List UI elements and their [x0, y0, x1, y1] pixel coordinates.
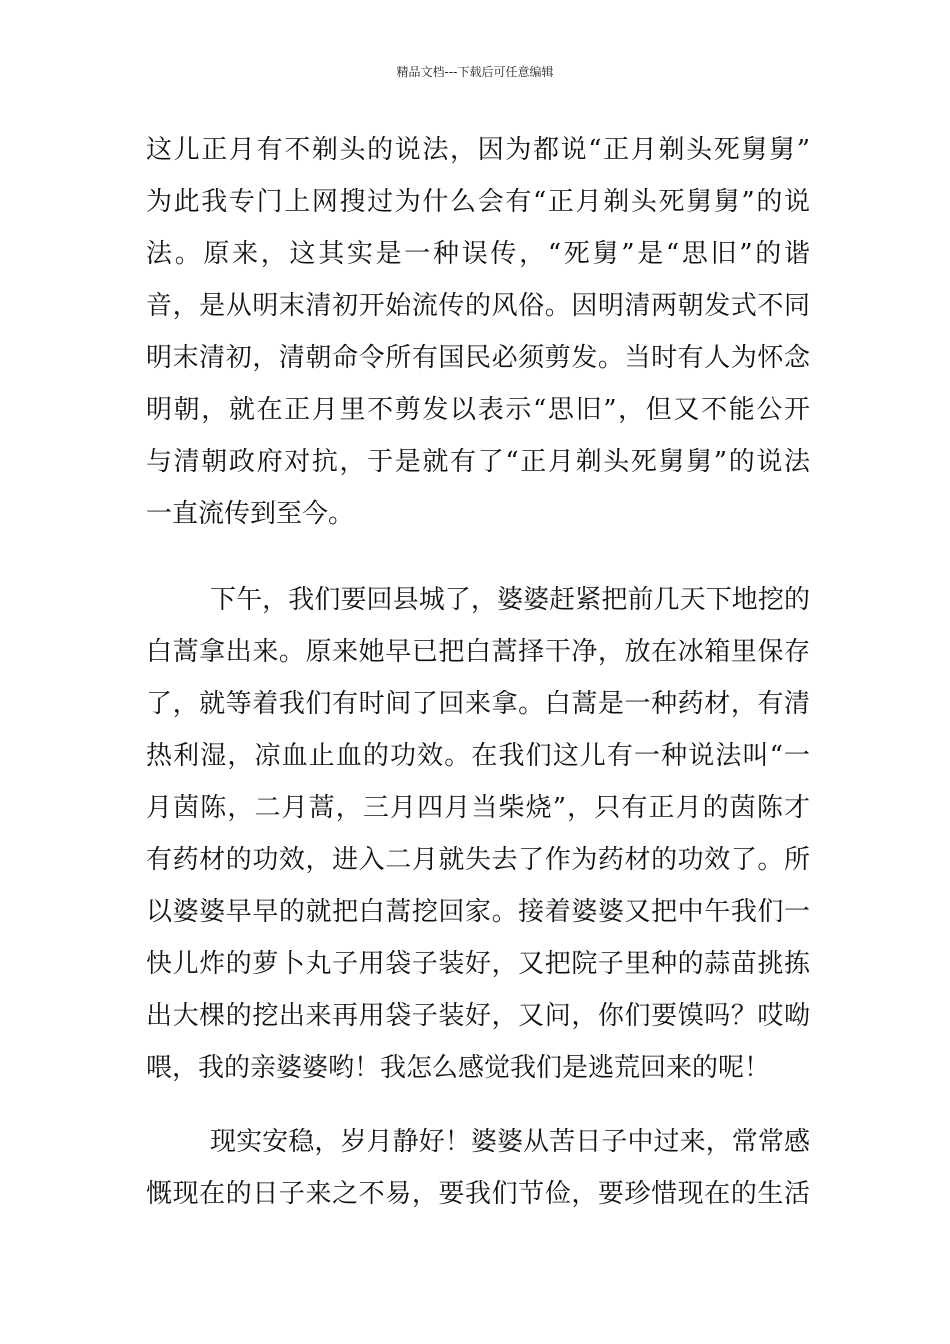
paragraph-line: 喂，我的亲婆婆哟！我怎么感觉我们是逃荒回来的呢！	[146, 1053, 771, 1083]
paragraph-line: 热利湿，凉血止血的功效。在我们这儿有一种说法叫“一	[146, 741, 810, 771]
paragraph-2	[146, 574, 810, 1094]
paragraph-line: 现实安稳，岁月静好！婆婆从苦日子中过来，常常感	[210, 1127, 810, 1157]
paragraph-line: 明末清初，清朝命令所有国民必须剪发。当时有人为怀念	[146, 343, 810, 373]
paragraph-line: 出大棵的挖出来再用袋子装好，又问，你们要馍吗？哎呦	[146, 1001, 810, 1031]
page-header: 精品文档---下载后可任意编辑	[396, 65, 554, 79]
paragraph-line: 与清朝政府对抗，于是就有了“正月剃头死舅舅”的说法	[146, 447, 810, 477]
paragraph-line: 月茵陈，二月蒿，三月四月当柴烧”，只有正月的茵陈才	[146, 793, 810, 823]
paragraph-line: 下午，我们要回县城了，婆婆赶紧把前几天下地挖的	[210, 585, 810, 615]
paragraph-line: 了，就等着我们有时间了回来拿。白蒿是一种药材，有清	[146, 689, 810, 719]
paragraph-line: 明朝，就在正月里不剪发以表示“思旧”，但又不能公开	[146, 395, 810, 425]
paragraph-line: 慨现在的日子来之不易，要我们节俭，要珍惜现在的生活	[146, 1179, 810, 1209]
paragraph-line: 这儿正月有不剃头的说法，因为都说“正月剃头死舅舅”	[146, 135, 810, 165]
paragraph-line: 白蒿拿出来。原来她早已把白蒿择干净，放在冰箱里保存	[146, 637, 810, 667]
paragraph-line: 法。原来，这其实是一种误传，“死舅”是“思旧”的谐	[146, 239, 810, 269]
paragraph-line: 有药材的功效，进入二月就失去了作为药材的功效了。所	[146, 845, 810, 875]
paragraph-line: 音，是从明末清初开始流传的风俗。因明清两朝发式不同	[146, 291, 810, 321]
paragraph-line: 快儿炸的萝卜丸子用袋子装好，又把院子里种的蒜苗挑拣	[146, 949, 810, 979]
paragraph-line: 以婆婆早早的就把白蒿挖回家。接着婆婆又把中午我们一	[146, 897, 810, 927]
paragraph-line: 为此我专门上网搜过为什么会有“正月剃头死舅舅”的说	[146, 187, 810, 217]
paragraph-3	[146, 1116, 810, 1220]
paragraph-line: 一直流传到至今。	[146, 499, 355, 529]
paragraph-1	[146, 124, 810, 540]
